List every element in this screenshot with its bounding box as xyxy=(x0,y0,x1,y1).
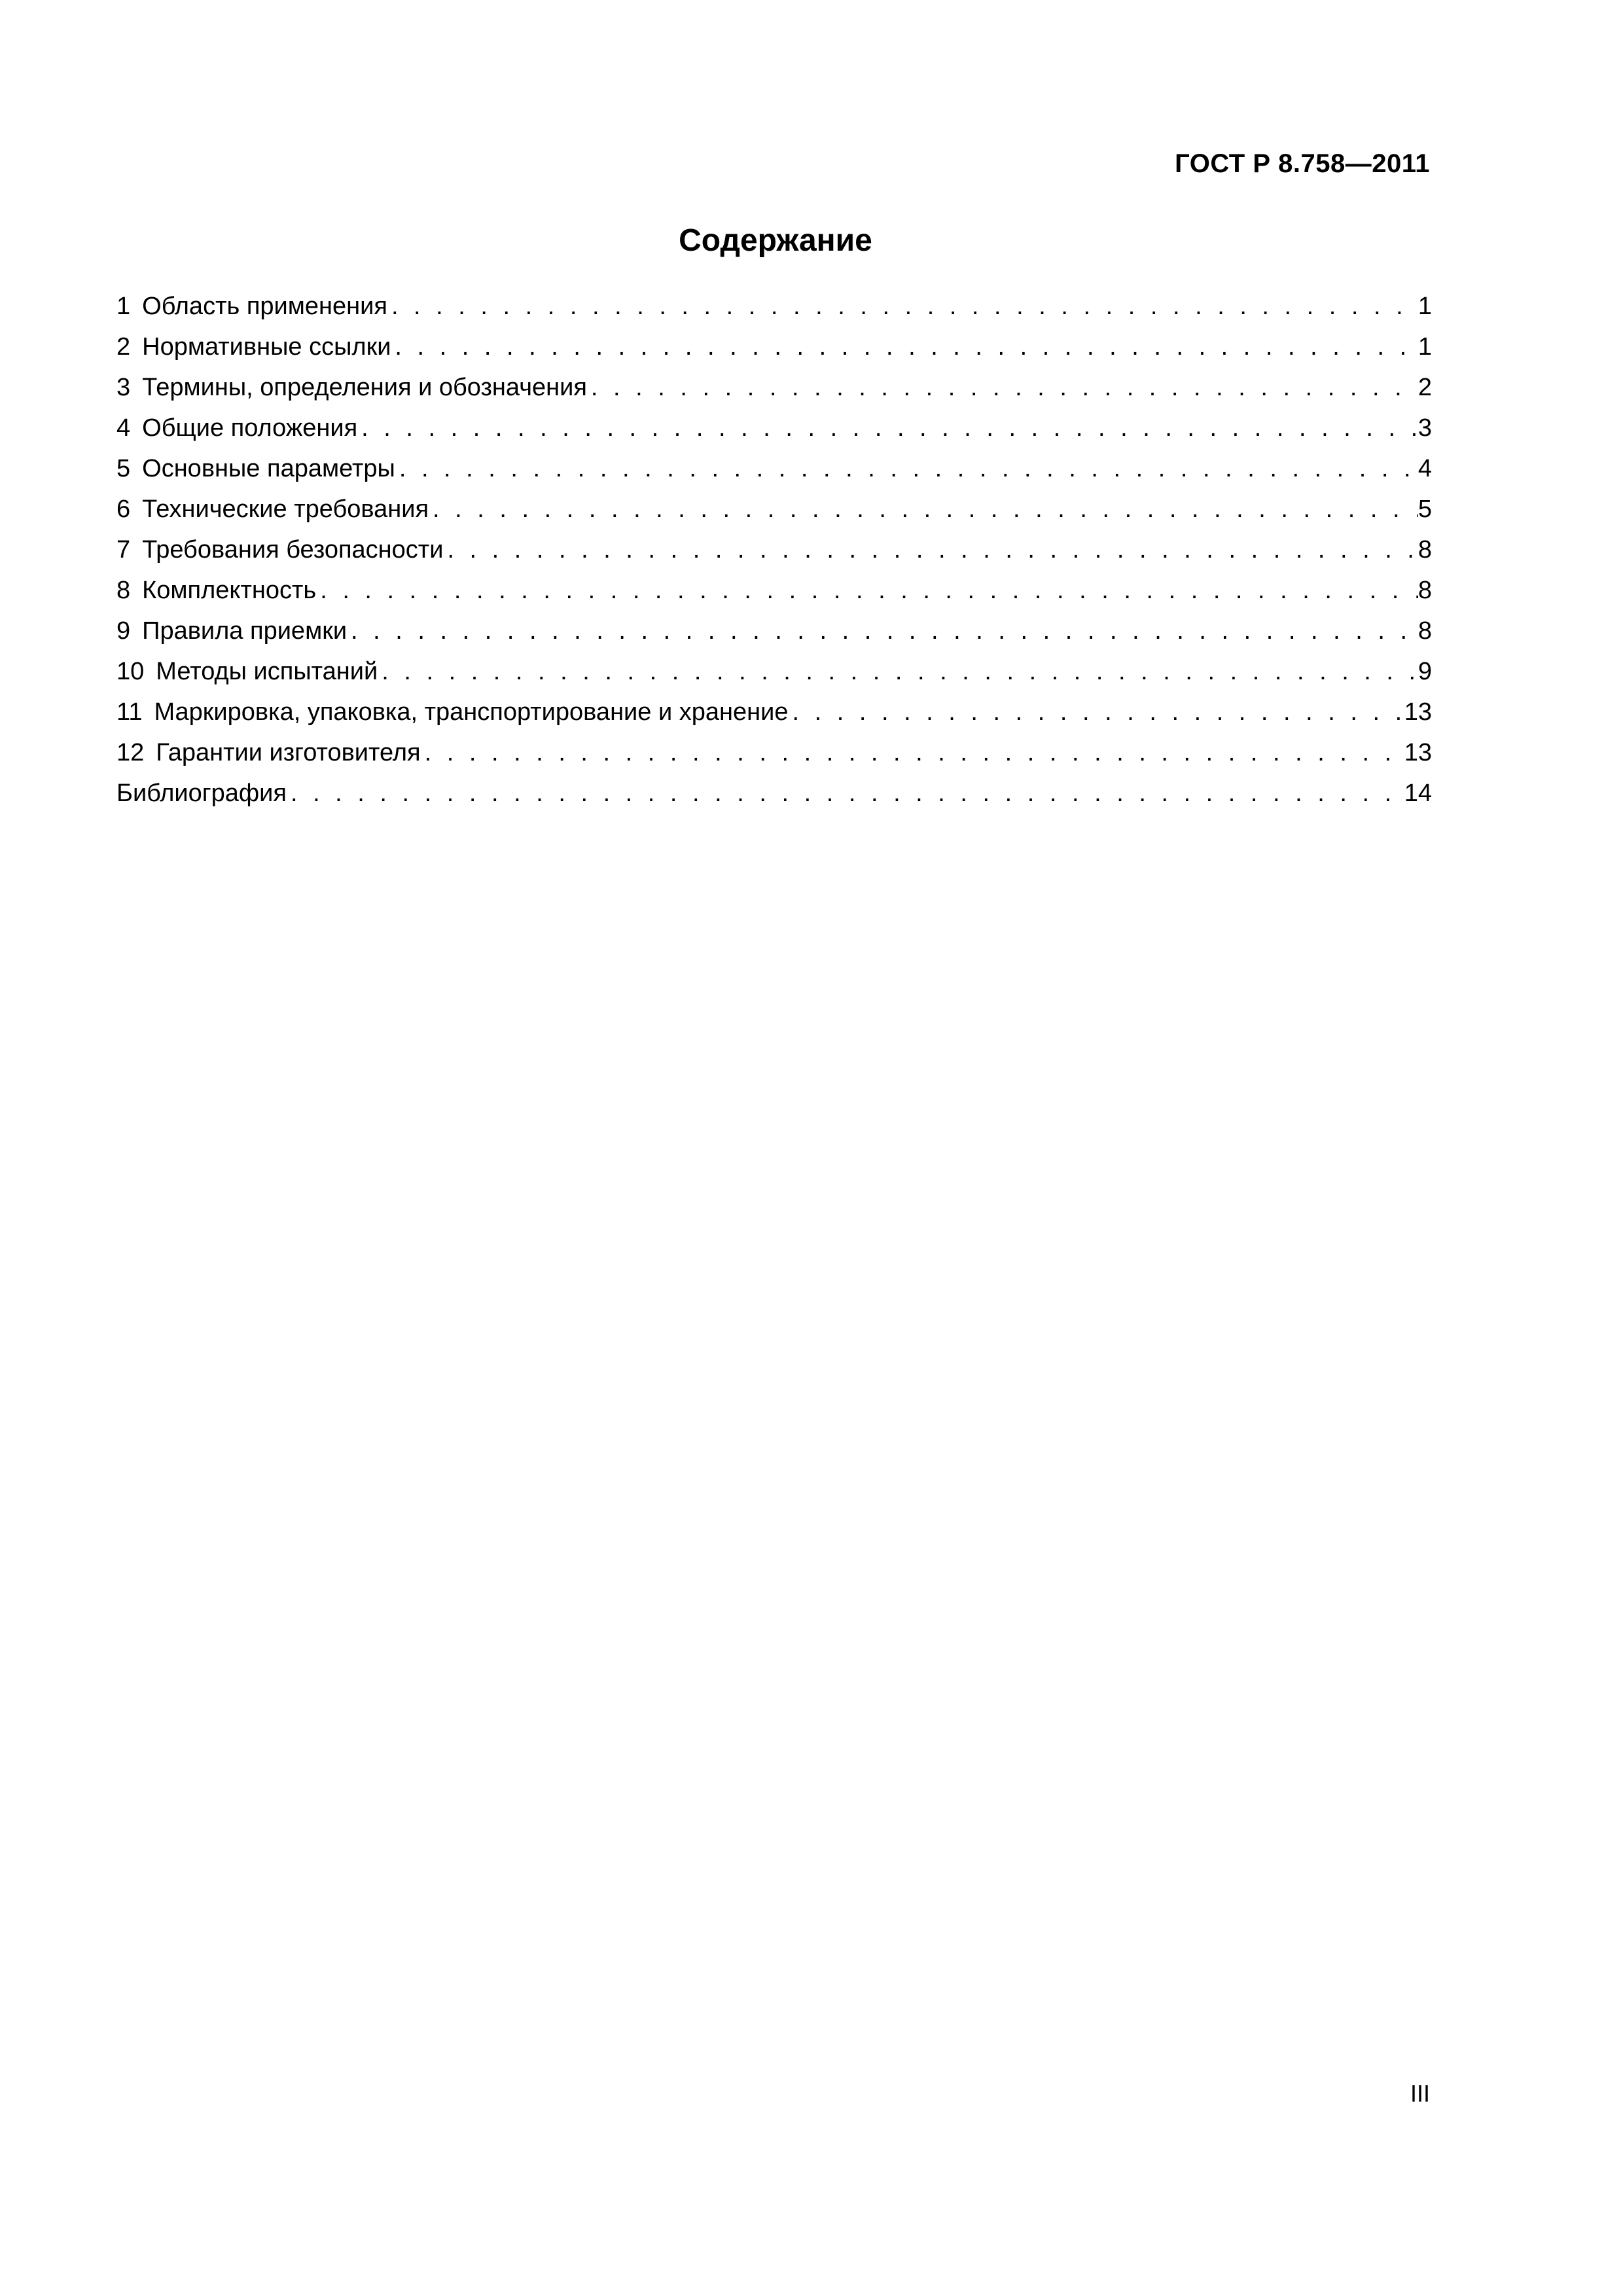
toc-entry-number: 3 xyxy=(116,374,131,401)
toc-entry-title: Правила приемки xyxy=(142,617,348,645)
toc-entry-number: 7 xyxy=(116,536,131,564)
toc-entry[interactable] xyxy=(116,293,1432,333)
toc-entry[interactable] xyxy=(116,414,1432,455)
toc-dot-leader xyxy=(357,414,1418,442)
toc-entry-page: 4 xyxy=(1418,455,1432,482)
toc-entry-number: 5 xyxy=(116,455,131,482)
toc-dot-leader xyxy=(443,536,1418,564)
toc-dot-leader xyxy=(387,293,1418,321)
toc-dot-leader xyxy=(587,374,1418,402)
toc-entry-number: 4 xyxy=(116,414,131,442)
toc-entry[interactable] xyxy=(116,333,1432,374)
toc-dot-leader xyxy=(316,577,1418,605)
toc-entry-title: Требования безопасности xyxy=(142,536,444,564)
toc-entry-number: 9 xyxy=(116,617,131,645)
toc-entry-title: Гарантии изготовителя xyxy=(156,739,421,766)
toc-entry-page: 8 xyxy=(1418,577,1432,604)
toc-dot-leader xyxy=(391,333,1418,361)
toc-entry-title: Методы испытаний xyxy=(156,658,378,685)
toc-dot-leader xyxy=(429,495,1418,524)
toc-dot-leader xyxy=(789,698,1404,726)
toc-entry-number: 10 xyxy=(116,658,145,685)
toc-entry-page: 13 xyxy=(1404,698,1432,726)
toc-dot-leader xyxy=(347,617,1418,645)
toc-entry-title: Технические требования xyxy=(142,495,429,523)
toc-entry-page: 1 xyxy=(1418,333,1432,361)
toc-dot-leader xyxy=(395,455,1418,483)
toc-entry-page: 2 xyxy=(1418,374,1432,401)
document-code: ГОСТ Р 8.758—2011 xyxy=(1175,149,1430,178)
toc-title: Содержание xyxy=(679,223,872,258)
toc-entry-page: 13 xyxy=(1404,739,1432,766)
toc-entry-number: 11 xyxy=(116,698,143,726)
toc-entry-title: Нормативные ссылки xyxy=(142,333,391,361)
toc-entry[interactable] xyxy=(116,617,1432,658)
toc-entry-title: Общие положения xyxy=(142,414,358,442)
toc-entry-page: 14 xyxy=(1404,780,1432,807)
toc-entry-number: 1 xyxy=(116,293,131,320)
table-of-contents xyxy=(116,293,1432,820)
toc-entry-title: Область применения xyxy=(142,293,387,320)
toc-entry[interactable] xyxy=(116,577,1432,617)
toc-entry-page: 8 xyxy=(1418,617,1432,645)
toc-dot-leader xyxy=(378,658,1418,686)
toc-dot-leader xyxy=(287,780,1404,808)
page-number: III xyxy=(1410,2080,1430,2107)
toc-entry[interactable] xyxy=(116,698,1432,739)
toc-entry[interactable] xyxy=(116,536,1432,577)
toc-entry[interactable] xyxy=(116,739,1432,780)
toc-entry[interactable] xyxy=(116,374,1432,414)
toc-entry-title: Комплектность xyxy=(142,577,317,604)
toc-entry-page: 8 xyxy=(1418,536,1432,564)
toc-entry-title: Библиография xyxy=(116,780,287,807)
toc-entry-bibliography[interactable] xyxy=(116,780,1432,820)
toc-entry[interactable] xyxy=(116,455,1432,495)
toc-entry-page: 5 xyxy=(1418,495,1432,523)
toc-entry-number: 2 xyxy=(116,333,131,361)
toc-entry-page: 1 xyxy=(1418,293,1432,320)
toc-dot-leader xyxy=(421,739,1404,767)
toc-entry[interactable] xyxy=(116,658,1432,698)
toc-entry-number: 12 xyxy=(116,739,145,766)
toc-entry-title: Маркировка, упаковка, транспортирование и хранение xyxy=(154,698,789,726)
toc-entry-page: 9 xyxy=(1418,658,1432,685)
toc-entry-number: 6 xyxy=(116,495,131,523)
toc-entry-page: 3 xyxy=(1418,414,1432,442)
toc-entry-title: Термины, определения и обозначения xyxy=(142,374,587,401)
toc-entry-title: Основные параметры xyxy=(142,455,395,482)
toc-entry-number: 8 xyxy=(116,577,131,604)
toc-entry[interactable] xyxy=(116,495,1432,536)
